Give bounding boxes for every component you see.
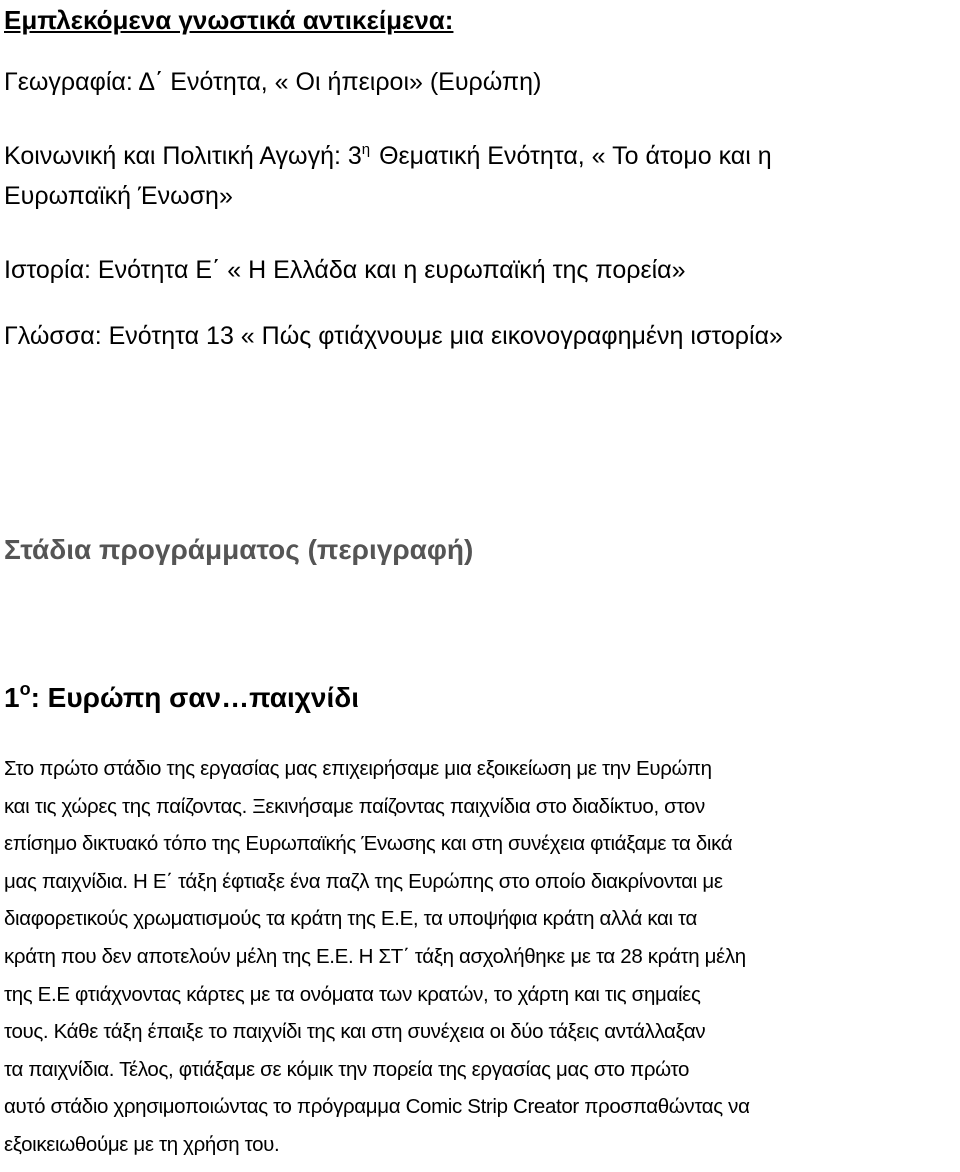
program-stages-title: Στάδια προγράμματος (περιγραφή)	[4, 534, 474, 565]
subjects-heading: Εμπλεκόμενα γνωστικά αντικείμενα:	[4, 5, 454, 35]
paragraph-line: Στο πρώτο στάδιο της εργασίας μας επιχειρήσαμε μια εξοικείωση με την Ευρώπη	[4, 757, 712, 780]
paragraph-line: τους. Κάθε τάξη έπαιξε το παιχνίδι της και στη συνέχεια οι δύο τάξεις αντάλλαξαν	[4, 1020, 706, 1044]
paragraph-line: διαφορετικούς χρωματισμούς τα κράτη της Ε.Ε, τα υποψήφια κράτη αλλά και τα	[4, 907, 698, 931]
paragraph-line: μας παιχνίδια. Η Ε΄ τάξη έφτιαξε ένα παζλ της Ευρώπης στο οποίο διακρίνονται με	[4, 869, 723, 893]
stage1-title-text: : Ευρώπη σαν…παιχνίδι	[30, 682, 359, 713]
paragraph-line: της Ε.Ε φτιάχνοντας κάρτες με τα ονόματα των κρατών, το χάρτη και τις σημαίες	[4, 982, 701, 1006]
subject-civic-text-b: Θεματική Ενότητα, « Το άτομο και η	[372, 142, 772, 170]
paragraph-line: τα παιχνίδια. Τέλος, φτιάξαμε σε κόμικ την πορεία της εργασίας μας στο πρώτο	[4, 1057, 690, 1081]
subject-civic-line2: Ευρωπαϊκή Ένωση»	[4, 182, 233, 210]
subject-history: Ιστορία: Ενότητα Ε΄ « Η Ελλάδα και η ευρωπαϊκή της πορεία»	[4, 256, 686, 284]
subject-geography: Γεωγραφία: Δ΄ Ενότητα, « Οι ήπειροι» (Ευρώπη)	[4, 68, 542, 96]
paragraph-line: κράτη που δεν αποτελούν μέλη της Ε.Ε. Η ΣΤ΄ τάξη ασχολήθηκε με τα 28 κράτη μέλη	[4, 944, 746, 968]
subject-language: Γλώσσα: Ενότητα 13 « Πώς φτιάχνουμε μια εικονογραφημένη ιστορία»	[4, 322, 783, 350]
paragraph-line: εξοικειωθούμε με τη χρήση του.	[4, 1132, 280, 1156]
subject-civic-superscript: η	[361, 141, 371, 158]
paragraph-line: επίσημο δικτυακό τόπο της Ευρωπαϊκής Ένωσης και στη συνέχεια φτιάξαμε τα δικά	[4, 832, 733, 856]
stage1-title	[4, 680, 359, 719]
paragraph-line: αυτό στάδιο χρησιμοποιώντας το πρόγραμμα Comic Strip Creator προσπαθώντας να	[4, 1095, 750, 1119]
subject-civic-text-a: Κοινωνική και Πολιτική Αγωγή: 3	[4, 142, 362, 170]
subject-civic-line1	[4, 140, 772, 176]
paragraph-line: και τις χώρες της παίζοντας. Ξεκινήσαμε παίζοντας παιχνίδια στο διαδίκτυο, στον	[4, 794, 705, 818]
stage1-superscript: ο	[19, 679, 31, 699]
stage1-number: 1	[4, 682, 20, 713]
stage1-description	[4, 750, 956, 1164]
